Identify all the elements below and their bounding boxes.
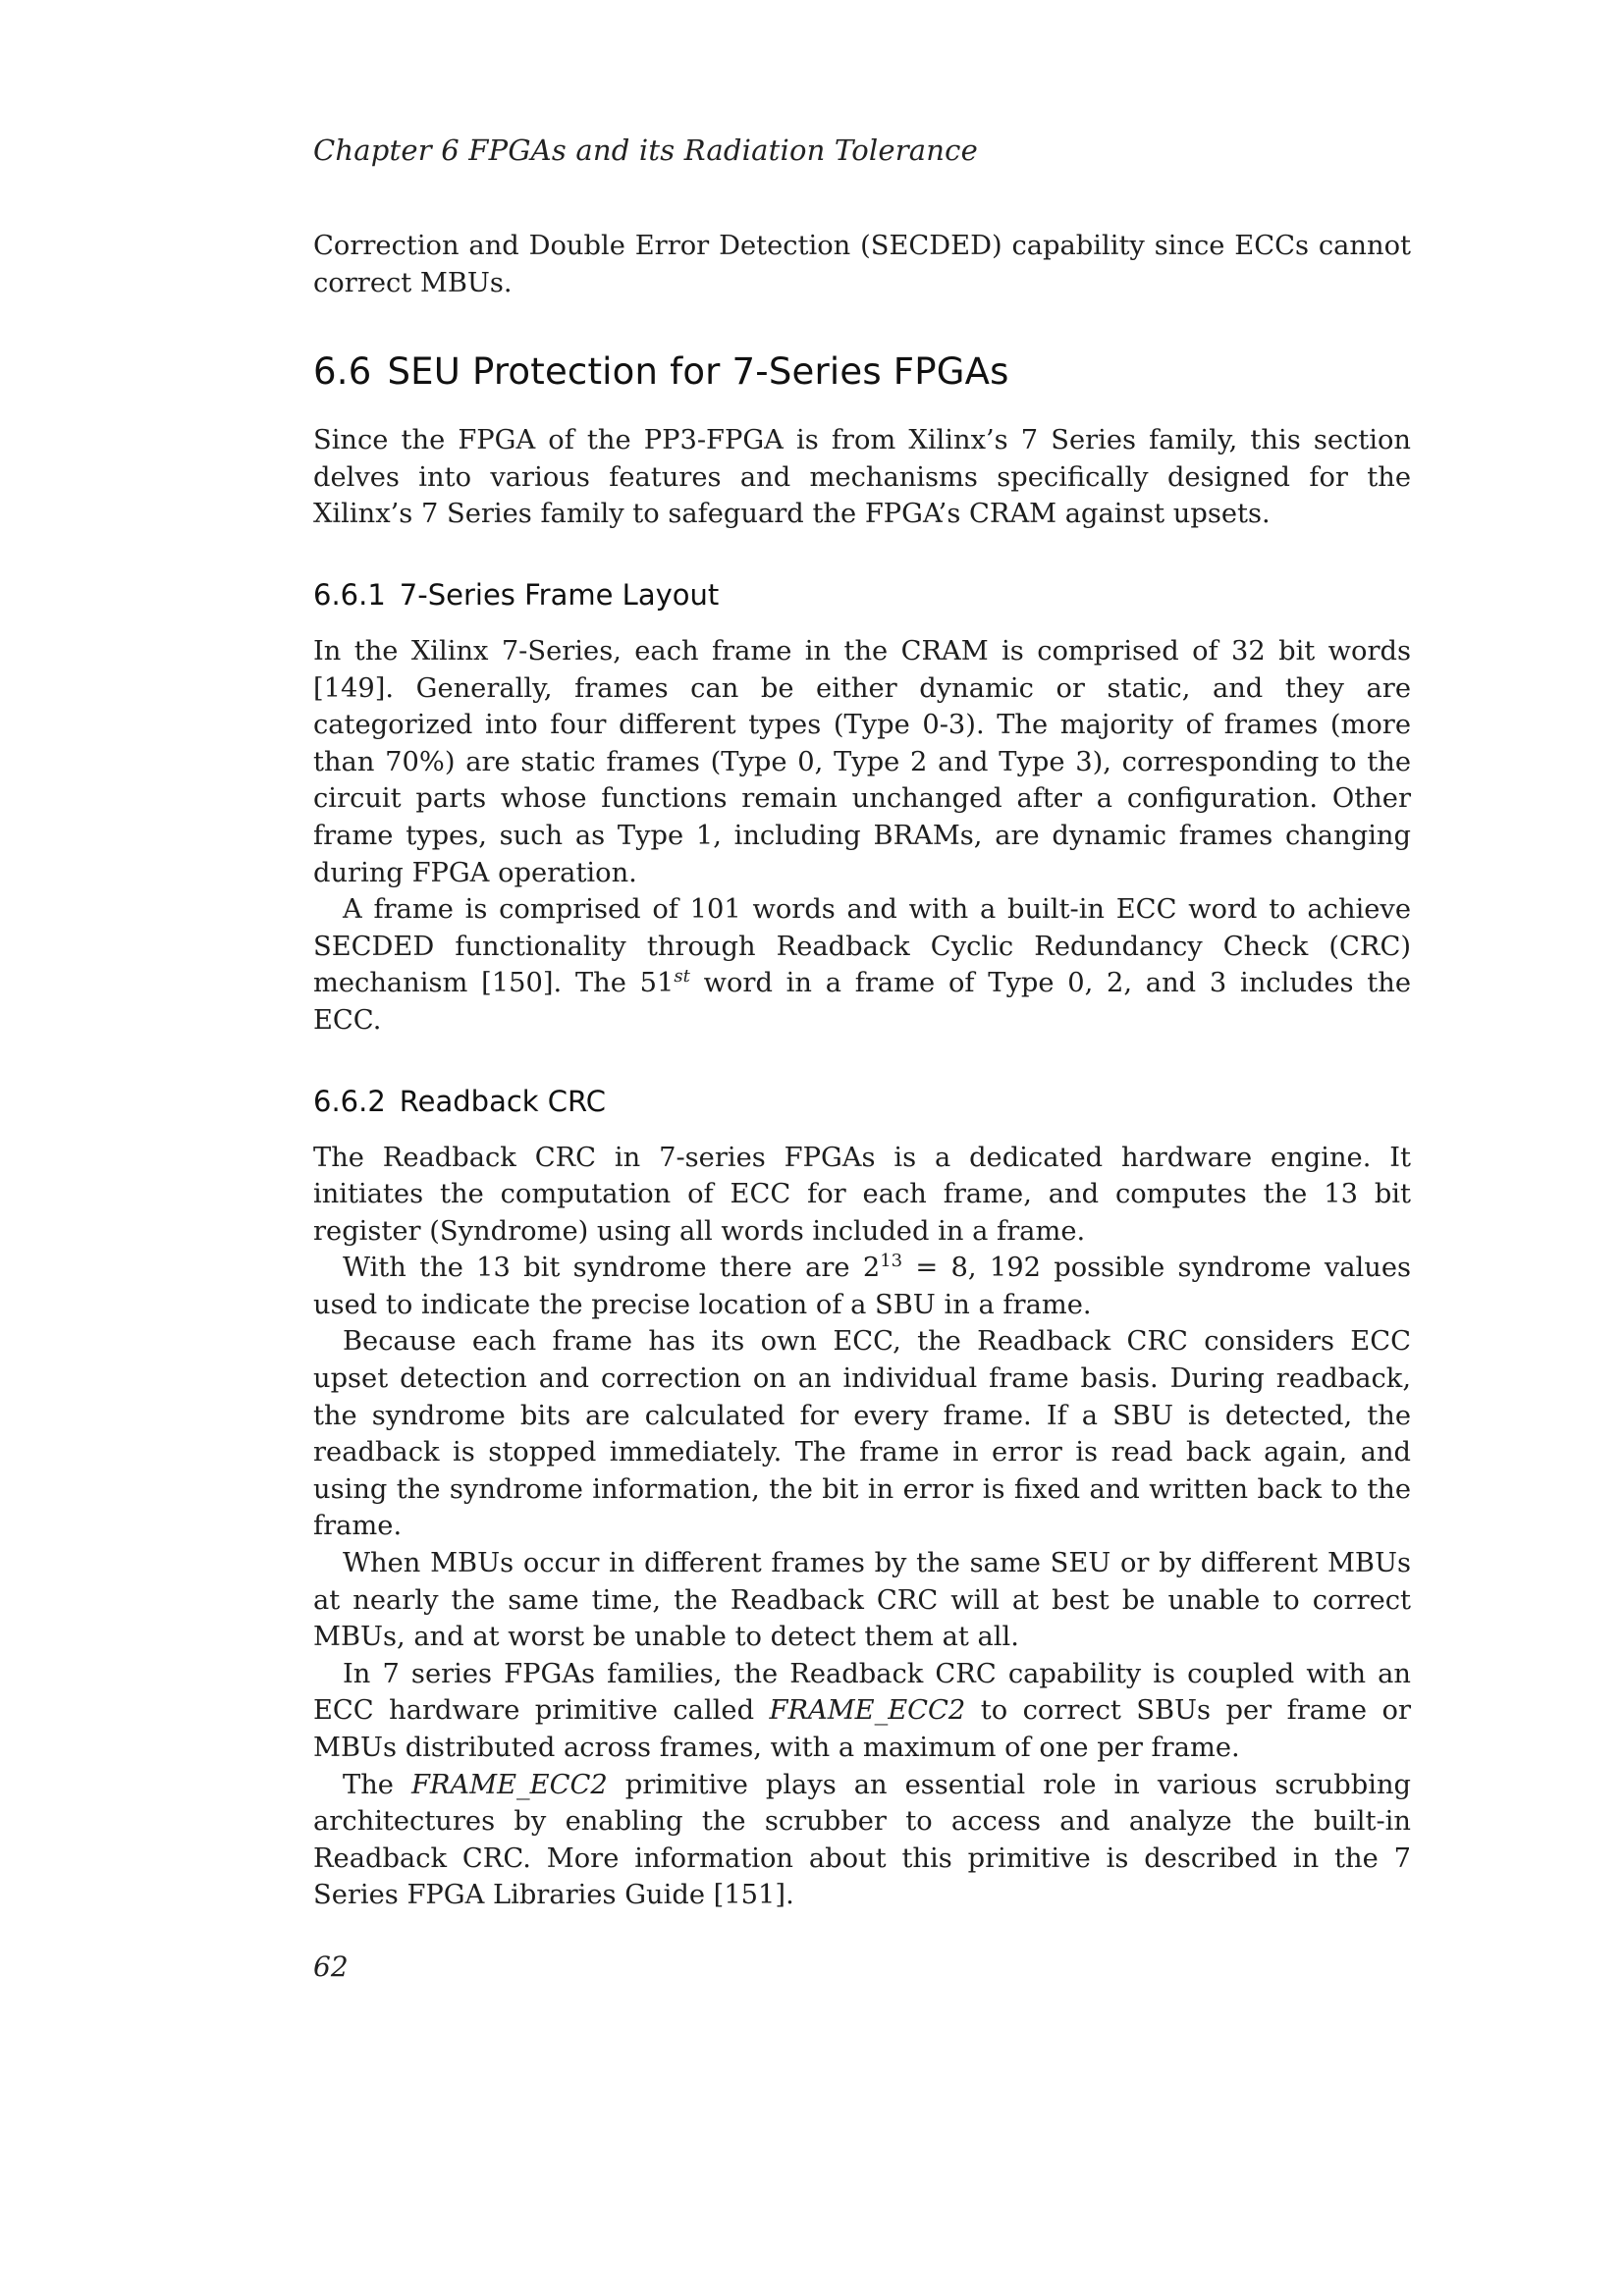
section-title: SEU Protection for 7-Series FPGAs — [387, 350, 1009, 394]
section-heading — [313, 350, 1411, 393]
frame-ecc-paragraph — [313, 891, 1411, 1039]
scrubbing-text-end: primitive plays an essential role in various scrubbing architectures by enabling the scrubber to access and analyze the built-in Readback CRC. More information about this primitive is described in the 7 Series FPGA Libraries Guide [151]. — [313, 1769, 1411, 1911]
subsection-heading-readback-crc — [313, 1085, 1411, 1118]
scrubbing-paragraph — [313, 1767, 1411, 1914]
page-number: 62 — [313, 1950, 349, 1983]
exponent-superscript: 13 — [880, 1251, 903, 1272]
body-column — [313, 228, 1411, 1914]
frame-ecc2-paragraph — [313, 1656, 1411, 1767]
ecc-detection-paragraph: Because each frame has its own ECC, the Readback CRC considers ECC upset detection and correction on an individual frame basis. During readback, the syndrome bits are calculated for every frame. If a SBU is detected, the readback is stopped immediately. The frame in error is read back again, and using the syndrome information, the bit in error is fixed and written back to the frame. — [313, 1326, 1411, 1542]
subsection-number: 6.6.2 — [313, 1084, 386, 1118]
frame-layout-paragraph: In the Xilinx 7-Series, each frame in the CRAM is comprised of 32 bit words [149]. Generally, frames can be either dynamic or static, and they are categorized into four different types (Type 0-3). The majority of frames (more than 70%) are static frames (Type 0, Type 2 and Type 3), corresponding to the circuit parts whose functions remain unchanged after a configuration. Other frame types, such as Type 1, including BRAMs, are dynamic frames changing during FPGA operation. — [313, 635, 1411, 888]
section-number: 6.6 — [313, 350, 372, 394]
frame-ecc2-text-end: to correct SBUs per frame or MBUs distributed across frames, with a maximum of one per frame. — [313, 1695, 1412, 1763]
frame-ecc2-text-start: In 7 series FPGAs families, the Readback CRC capability is coupled with an ECC hardware primitive called — [313, 1658, 1411, 1727]
intro-paragraph: Correction and Double Error Detection (SECDED) capability since ECCs cannot correct MBUs. — [313, 231, 1411, 298]
subsection-title: Readback CRC — [399, 1084, 607, 1118]
syndrome-paragraph — [313, 1250, 1411, 1323]
subsection-heading-frame-layout — [313, 578, 1411, 612]
syndrome-text-start: With the 13 bit syndrome there are 2 — [343, 1253, 881, 1284]
frame-ecc2-term: FRAME_ECC2 — [410, 1769, 608, 1800]
frame-ecc-text-end: word in a frame of Type 0, 2, and 3 includes the ECC. — [313, 968, 1411, 1036]
syndrome-text-end: = 8, 192 possible syndrome values used to indicate the precise location of a SBU in a frame. — [313, 1253, 1412, 1320]
ordinal-superscript: st — [674, 966, 690, 988]
frame-ecc-text-start: A frame is comprised of 101 words and with a built-in ECC word to achieve SECDED functionality through Readback Cyclic Redundancy Check (CRC) mechanism [150]. The 51 — [313, 894, 1411, 999]
readback-crc-paragraph: The Readback CRC in 7-series FPGAs is a dedicated hardware engine. It initiates the computation of ECC for each frame, and computes the 13 bit register (Syndrome) using all words included in a frame. — [313, 1142, 1411, 1247]
subsection-number: 6.6.1 — [313, 577, 386, 612]
scrubbing-text-start: The — [343, 1769, 411, 1800]
section-intro-paragraph: Since the FPGA of the PP3-FPGA is from Xilinx’s 7 Series family, this section delves into various features and mechanisms specifically designed for the Xilinx’s 7 Series family to safeguard the FPGA’s CRAM against upsets. — [313, 425, 1411, 530]
subsection-title: 7-Series Frame Layout — [399, 577, 720, 612]
running-head: Chapter 6 FPGAs and its Radiation Tolerance — [313, 133, 978, 167]
mbu-paragraph: When MBUs occur in different frames by the same SEU or by different MBUs at nearly the same time, the Readback CRC will at best be unable to correct MBUs, and at worst be unable to detect them at all. — [313, 1548, 1411, 1653]
frame-ecc2-term: FRAME_ECC2 — [769, 1695, 966, 1727]
